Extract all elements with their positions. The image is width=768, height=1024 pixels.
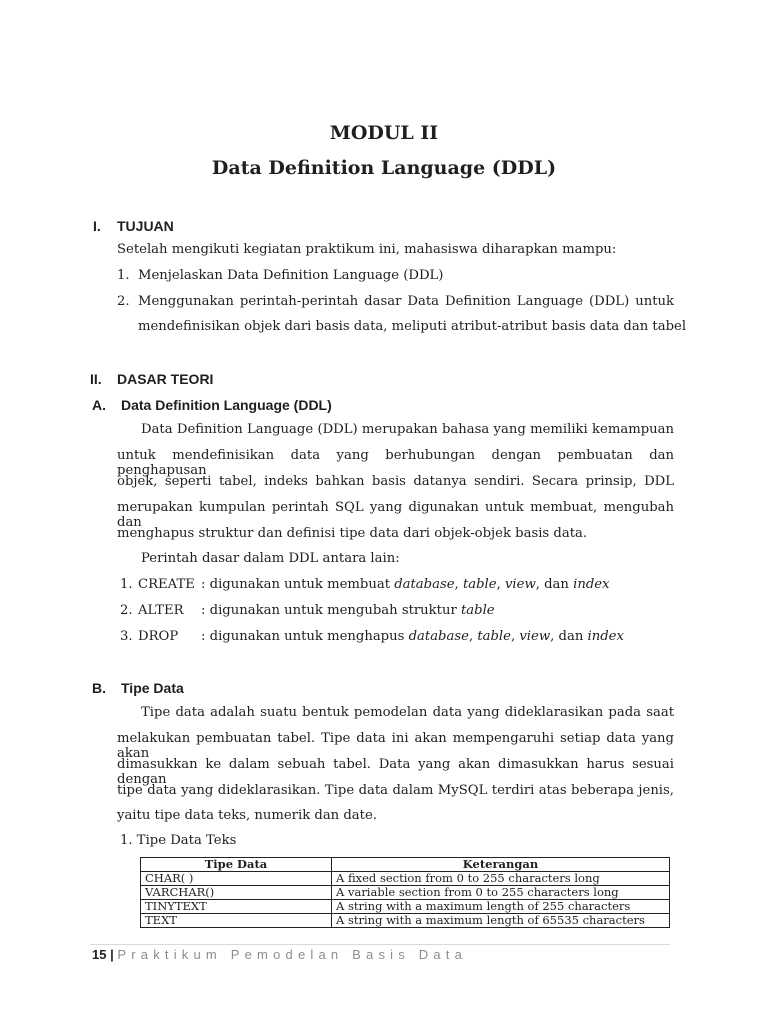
list-item-text: Menggunakan perintah-perintah dasar Data Definition Language (DDL) untuk [138,294,674,309]
section-1-intro: Setelah mengikuti kegiatan praktikum ini, mahasiswa diharapkan mampu: [117,242,617,257]
command-name: CREATE [138,577,195,592]
page-number: 15 [92,947,107,962]
paragraph-line: melakukan pembuatan tabel. Tipe data ini akan mempengaruhi setiap data yang akan [117,731,674,761]
paragraph-line: dimasukkan ke dalam sebuah tabel. Data yang akan dimasukkan harus sesuai dengan [117,757,674,787]
list-item-number: 1. [117,268,130,283]
table-row [141,872,670,886]
table-cell: VARCHAR() [141,886,332,900]
subsection-b-heading: Tipe Data [121,680,184,696]
table-cell: A string with a maximum length of 255 characters [332,900,670,914]
table-cell: TEXT [141,914,332,928]
footer-course-title: Praktikum Pemodelan Basis Data [117,947,468,962]
page-footer [92,947,467,962]
table-cell: A variable section from 0 to 255 characters long [332,886,670,900]
command-number: 3. [120,629,133,644]
subsection-a-number: A. [92,397,106,413]
section-1-heading: TUJUAN [117,218,174,234]
table-row [141,886,670,900]
paragraph-line: merupakan kumpulan perintah SQL yang digunakan untuk membuat, mengubah dan [117,500,674,530]
table-row [141,900,670,914]
table-header-cell: Keterangan [332,858,670,872]
command-description: : digunakan untuk menghapus database, table, view, dan index [201,629,624,644]
command-description: : digunakan untuk mengubah struktur table [201,603,495,618]
paragraph-line: menghapus struktur dan definisi tipe data dari objek-objek basis data. [117,526,588,541]
table-row [141,914,670,928]
page-title: Data Definition Language (DDL) [211,157,557,179]
footer-divider [90,944,670,945]
paragraph-line: objek, seperti tabel, indeks bahkan basis datanya sendiri. Secara prinsip, DDL [117,474,674,489]
command-number: 1. [120,577,133,592]
paragraph-line: yaitu tipe data teks, numerik dan date. [117,808,377,823]
module-number: MODUL II [329,122,439,144]
footer-separator: | [110,947,114,962]
command-name: ALTER [138,603,184,618]
paragraph-line: tipe data yang dideklarasikan. Tipe data dalam MySQL terdiri atas beberapa jenis, [117,783,674,798]
table-header-cell: Tipe Data [141,858,332,872]
subsection-a-heading: Data Definition Language (DDL) [121,397,332,413]
section-1-number: I. [93,218,101,234]
commands-intro: Perintah dasar dalam DDL antara lain: [141,551,400,566]
table-cell: CHAR( ) [141,872,332,886]
paragraph-line: untuk mendefinisikan data yang berhubungan dengan pembuatan dan penghapusan [117,448,674,478]
section-2-number: II. [90,371,102,387]
table-cell: A string with a maximum length of 65535 characters [332,914,670,928]
command-description: : digunakan untuk membuat database, table, view, dan index [201,577,610,592]
paragraph-line: Data Definition Language (DDL) merupakan bahasa yang memiliki kemampuan [141,422,674,437]
list-item-number: 2. [117,294,130,309]
subsection-b-number: B. [92,680,106,696]
paragraph-line: Tipe data adalah suatu bentuk pemodelan data yang dideklarasikan pada saat [141,705,674,720]
table-cell: A fixed section from 0 to 255 characters long [332,872,670,886]
list-item-text-continued: mendefinisikan objek dari basis data, meliputi atribut-atribut basis data dan tabel [138,319,687,334]
text-datatype-table [140,857,670,928]
command-number: 2. [120,603,133,618]
section-2-heading: DASAR TEORI [117,371,214,387]
command-name: DROP [138,629,179,644]
subsubsection-heading: 1. Tipe Data Teks [120,833,237,848]
table-cell: TINYTEXT [141,900,332,914]
table-header-row [141,858,670,872]
list-item-text: Menjelaskan Data Definition Language (DDL) [138,268,444,283]
